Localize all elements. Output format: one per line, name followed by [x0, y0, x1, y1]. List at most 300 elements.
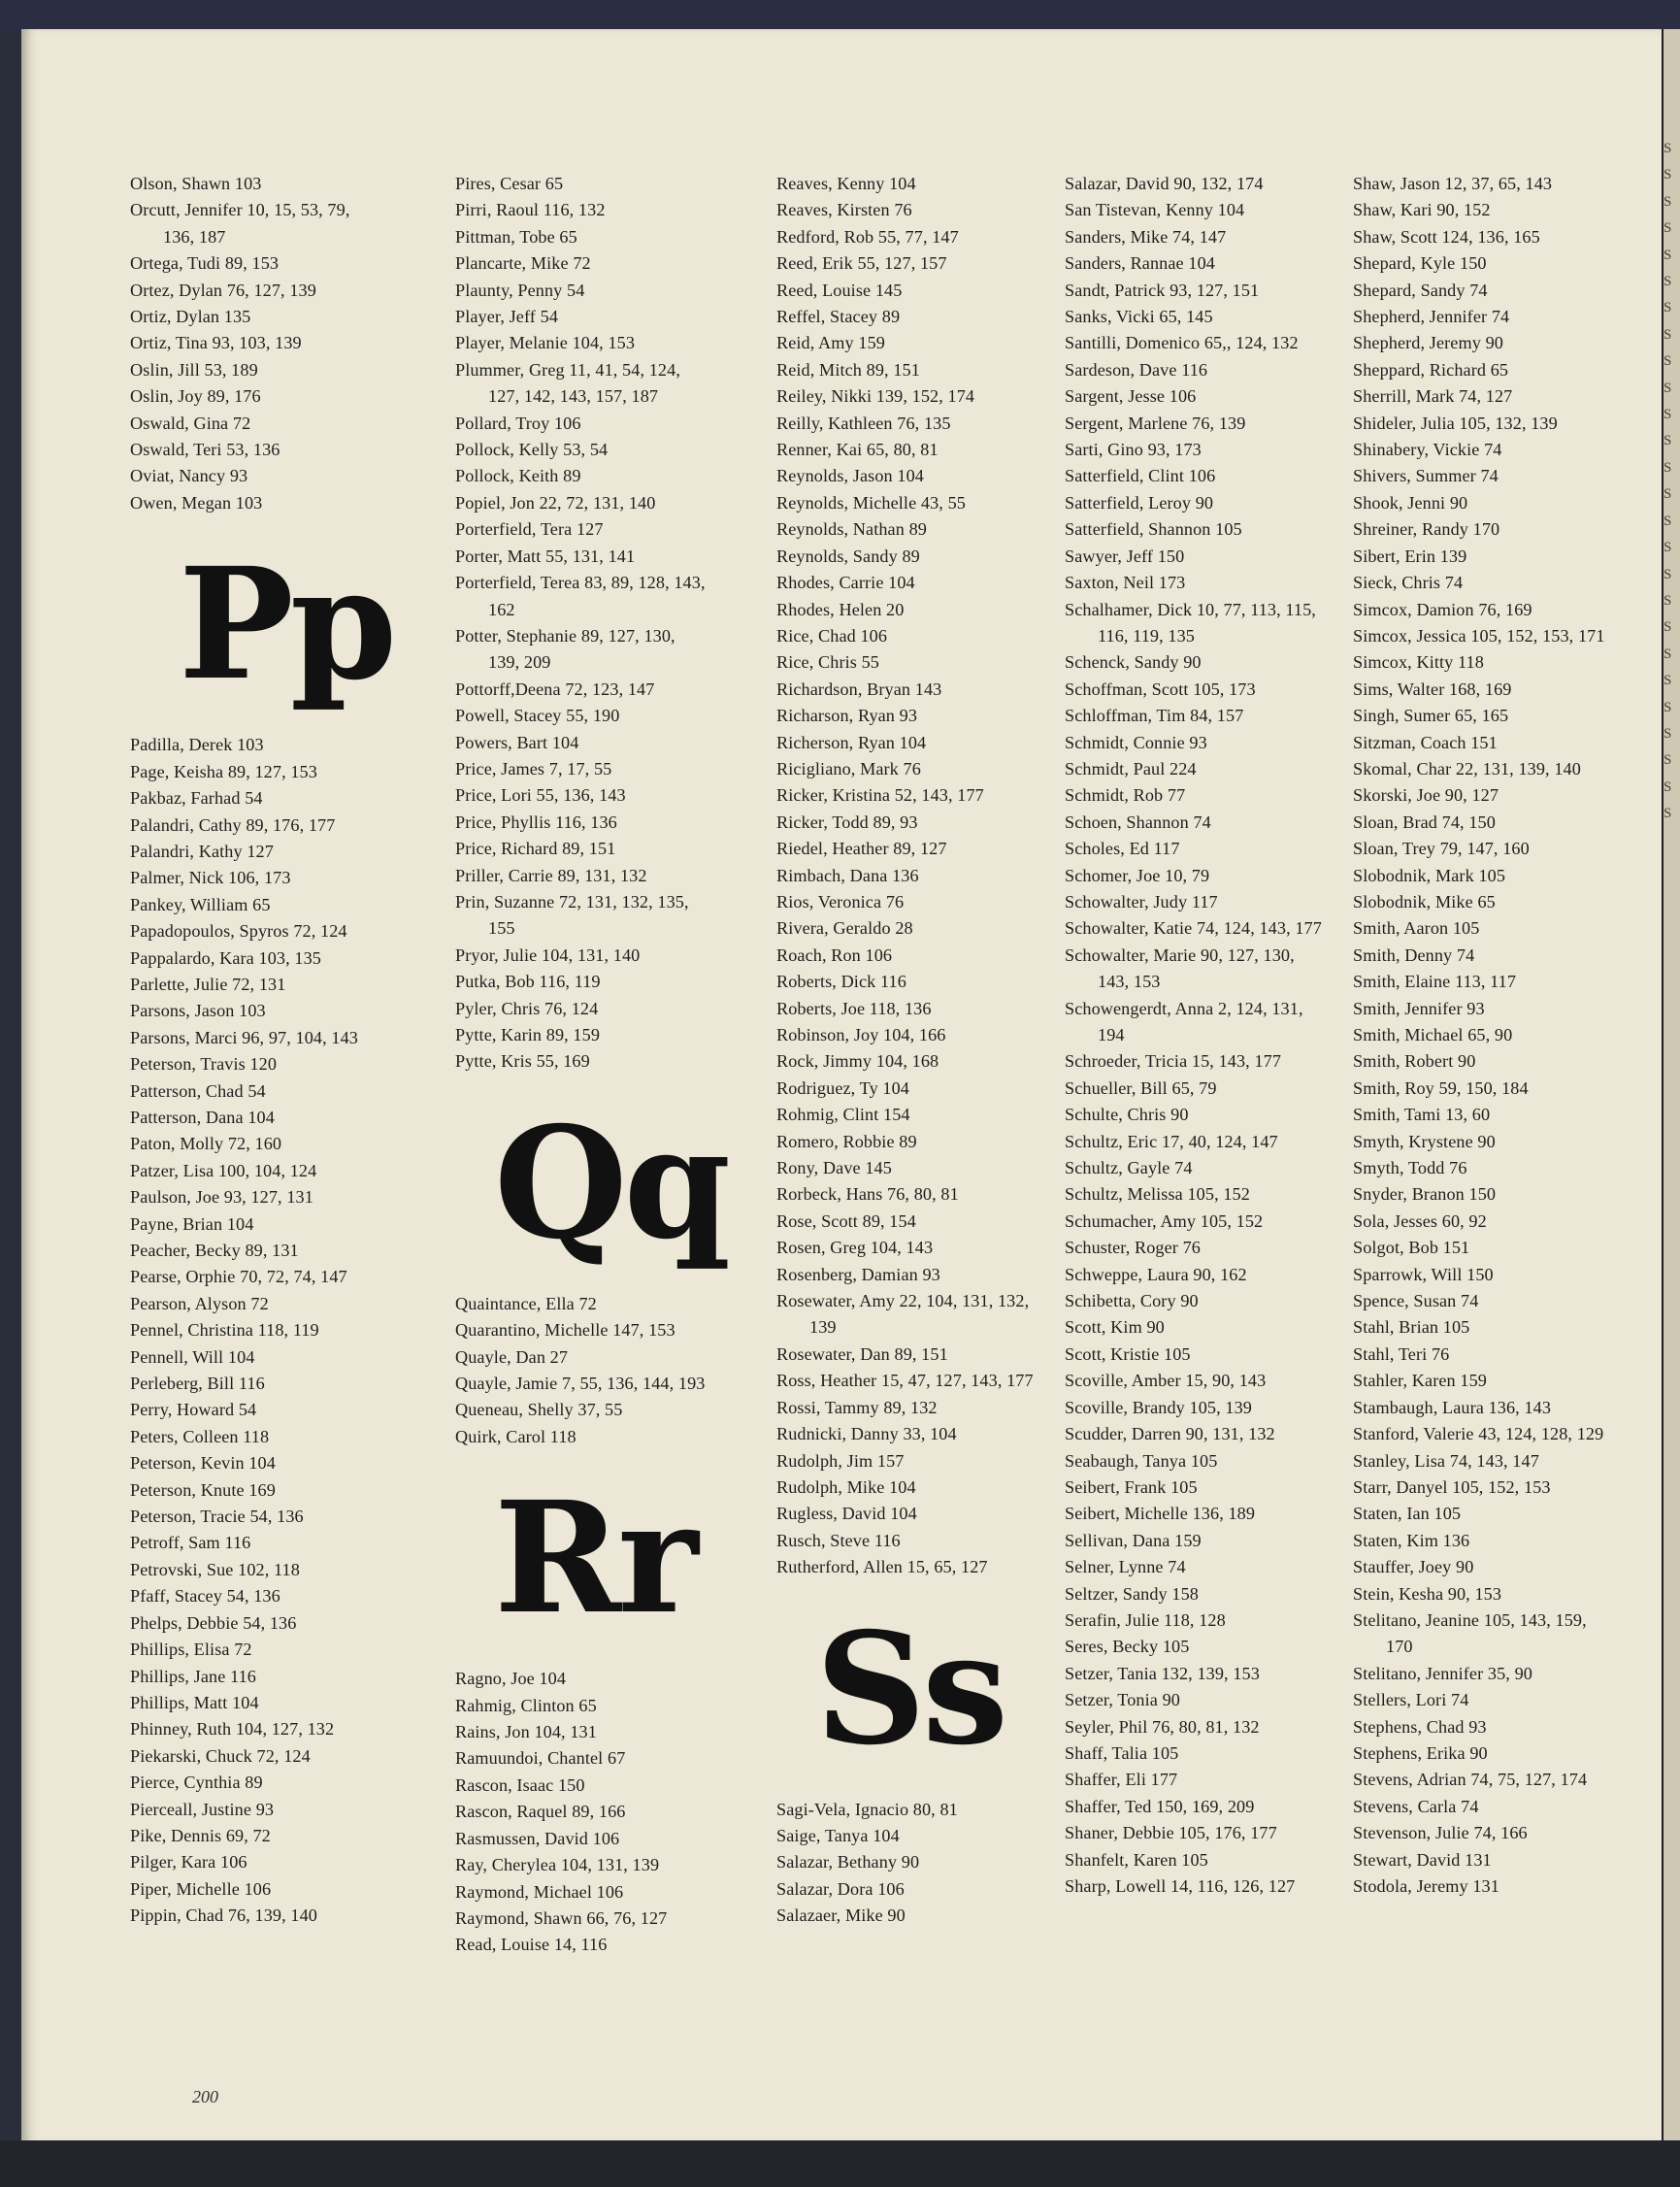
entry-pages: 104	[897, 466, 924, 486]
entry-name: Simcox, Kitty	[1353, 652, 1454, 673]
index-entry	[776, 623, 1068, 649]
section-letter-heading: Pp	[179, 535, 394, 715]
index-entry	[1065, 836, 1356, 862]
index-entry	[1065, 756, 1356, 782]
entry-name: Player, Jeff	[455, 307, 536, 327]
entry-pages: 15, 65, 127	[906, 1557, 988, 1577]
entry-name: Pike, Dennis	[130, 1825, 222, 1845]
index-entry	[1353, 1714, 1644, 1740]
entry-name: Sloan, Trey	[1353, 839, 1435, 859]
entry-pages: 74, 143, 147	[1449, 1450, 1539, 1471]
entry-name: Olson, Shawn	[130, 174, 231, 193]
index-entry	[1065, 171, 1356, 197]
entry-pages: 65, 80, 81	[866, 440, 939, 460]
entry-pages: 14, 116, 126, 127	[1170, 1876, 1296, 1896]
entry-pages: 74	[1491, 307, 1510, 327]
index-entry	[776, 889, 1068, 915]
entry-name: Price, Phyllis	[455, 812, 551, 832]
index-entry	[776, 224, 1068, 250]
entry-pages: 124, 136, 165	[1441, 226, 1540, 247]
entry-pages: 104, 131	[534, 1722, 597, 1742]
entry-pages: 89	[902, 546, 920, 566]
index-entry	[1065, 1661, 1356, 1687]
index-entry	[1065, 1076, 1356, 1102]
index-entry	[776, 330, 1068, 356]
entry-pages: 74	[1456, 944, 1475, 965]
index-entry	[776, 1823, 1068, 1849]
entry-pages: 54	[245, 788, 263, 809]
entry-name: Singh, Sumer	[1353, 706, 1451, 726]
index-entry	[776, 357, 1068, 383]
edge-letter: S	[1664, 353, 1672, 370]
entry-name: Reynolds, Sandy	[776, 546, 898, 566]
entry-pages: 90	[1180, 1291, 1199, 1311]
entry-name: Salazar, Dora	[776, 1878, 873, 1899]
entry-pages: 131	[1472, 1876, 1499, 1896]
entry-name: Smith, Tami	[1353, 1105, 1441, 1125]
entry-name: Oslin, Joy	[130, 386, 203, 407]
entry-name: Priller, Carrie	[455, 865, 553, 885]
index-entry	[1065, 224, 1356, 250]
entry-pages: 65,, 124, 132	[1203, 333, 1299, 353]
entry-name: Stambaugh, Laura	[1353, 1397, 1484, 1417]
index-entry	[1353, 357, 1644, 383]
entry-name: Quirk, Carol	[455, 1426, 546, 1446]
entry-pages: 90	[1469, 1742, 1488, 1763]
entry-pages: 2, 124, 131,	[1218, 998, 1303, 1018]
edge-letter: S	[1664, 566, 1672, 582]
entry-pages: 103	[235, 492, 263, 513]
entry-pages: 43, 124, 128, 129	[1478, 1424, 1604, 1444]
entry-name: Ray, Cherylea	[455, 1855, 557, 1875]
index-entry	[455, 278, 746, 304]
entry-name: Plummer, Greg	[455, 359, 565, 380]
index-entry	[1065, 357, 1356, 383]
entry-pages: 66, 76, 127	[586, 1907, 668, 1928]
entry-name: Spence, Susan	[1353, 1291, 1457, 1311]
scan-bottom-border	[0, 2140, 1680, 2187]
entry-name: Phillips, Elisa	[130, 1640, 230, 1660]
index-entry	[130, 1344, 421, 1371]
index-entry	[1353, 1235, 1644, 1261]
index-entry	[1065, 1262, 1356, 1288]
index-entry	[1065, 1794, 1356, 1820]
edge-letter: S	[1664, 540, 1672, 556]
entry-pages: 90, 162	[1193, 1264, 1247, 1284]
entry-name: Salazar, David	[1065, 174, 1169, 193]
entry-pages: 74	[1193, 812, 1211, 832]
index-entry	[776, 1262, 1068, 1288]
entry-name: Smith, Elaine	[1353, 972, 1451, 992]
index-entry	[130, 1664, 421, 1690]
entry-name: Shivers, Summer	[1353, 466, 1476, 486]
entry-name: Schowalter, Marie	[1065, 944, 1197, 965]
index-entry	[776, 915, 1068, 942]
entry-name: Shepard, Kyle	[1353, 253, 1456, 274]
entry-name: Salazar, Bethany	[776, 1852, 898, 1872]
entry-pages-continued: 194	[1098, 1025, 1125, 1044]
entry-pages: 90	[1170, 1105, 1189, 1125]
index-entry	[1065, 1102, 1356, 1128]
entry-pages: 90, 132, 174	[1173, 174, 1264, 193]
index-entry	[130, 1770, 421, 1796]
entry-name: Piekarski, Chuck	[130, 1745, 252, 1766]
index-entry	[1065, 730, 1356, 756]
entry-pages: 89, 151	[894, 1343, 948, 1364]
entry-pages: 90, 127	[1444, 785, 1499, 806]
index-entry	[776, 597, 1068, 623]
entry-name: Selner, Lynne	[1065, 1557, 1164, 1577]
entry-pages: 89, 131	[245, 1241, 299, 1260]
entry-pages: 127	[576, 519, 604, 540]
entry-name: Pollock, Kelly	[455, 440, 559, 460]
entry-pages: 65	[1490, 359, 1509, 380]
entry-name: Ross, Heather	[776, 1371, 877, 1391]
index-entry	[1353, 889, 1644, 915]
entry-pages: 55, 131, 141	[545, 546, 636, 566]
entry-pages: 106	[1169, 386, 1197, 407]
index-entry	[130, 759, 421, 785]
index-entry	[1353, 730, 1644, 756]
entry-name: Price, Lori	[455, 785, 532, 806]
entry-pages: 93, 127, 131	[223, 1187, 313, 1208]
index-entry	[130, 972, 421, 998]
entry-name: Quaintance, Ella	[455, 1293, 575, 1313]
scan-top-border	[0, 0, 1680, 31]
entry-name: Sharp, Lowell	[1065, 1876, 1167, 1896]
entry-pages: 76, 135	[897, 413, 951, 433]
section-letter-heading: Rr	[494, 1469, 695, 1649]
index-entry	[1065, 544, 1356, 570]
entry-pages: 118, 128	[1164, 1609, 1226, 1630]
entry-pages: 60, 92	[1441, 1210, 1487, 1231]
index-entry	[776, 782, 1068, 809]
entry-name: Staten, Kim	[1353, 1530, 1438, 1550]
entry-pages: 89, 132	[883, 1397, 938, 1417]
entry-pages: 33, 104	[903, 1424, 957, 1444]
entry-name: Starr, Danyel	[1353, 1476, 1448, 1497]
index-entry	[1065, 1714, 1356, 1740]
entry-pages: 90, 152	[1436, 200, 1491, 220]
index-entry	[455, 171, 746, 197]
index-entry	[1353, 810, 1644, 836]
index-entry	[776, 516, 1068, 543]
index-entry	[130, 1211, 421, 1238]
entry-name: Pytte, Karin	[455, 1025, 543, 1044]
index-entry	[130, 411, 421, 437]
entry-name: Sparrowk, Will	[1353, 1264, 1463, 1284]
index-entry	[455, 544, 746, 570]
index-entry	[1065, 863, 1356, 889]
entry-pages: 89, 127, 153	[227, 761, 317, 781]
index-entry	[776, 490, 1068, 516]
index-entry	[776, 1342, 1068, 1368]
entry-name: Schulte, Chris	[1065, 1105, 1167, 1125]
index-entry	[776, 1102, 1068, 1128]
entry-name: Sanks, Vicki	[1065, 307, 1155, 327]
entry-pages: 74	[1484, 440, 1502, 460]
entry-name: Stevenson, Julie	[1353, 1823, 1469, 1843]
entry-name: Phelps, Debbie	[130, 1612, 239, 1633]
entry-name: Pyler, Chris	[455, 998, 541, 1018]
entry-name: Perry, Howard	[130, 1400, 235, 1420]
index-entry	[455, 1879, 746, 1905]
index-entry	[1065, 1581, 1356, 1607]
entry-name: Schowalter, Judy	[1065, 891, 1188, 911]
entry-name: Saxton, Neil	[1065, 573, 1155, 593]
index-entry	[776, 677, 1068, 703]
entry-pages: 139, 152, 174	[875, 386, 975, 407]
entry-pages: 104	[539, 1669, 567, 1689]
entry-pages: 67	[608, 1748, 626, 1769]
entry-pages: 74, 75, 127, 174	[1470, 1770, 1588, 1790]
entry-pages: 54	[238, 1400, 257, 1420]
entry-pages: 7, 55, 136, 144, 193	[562, 1374, 706, 1394]
entry-pages: 104, 131, 140	[542, 944, 641, 965]
entry-pages: 100, 104, 124	[217, 1160, 317, 1180]
entry-pages: 104, 131, 139	[560, 1855, 660, 1875]
index-entry	[455, 677, 746, 703]
entry-name: Rohmig, Clint	[776, 1105, 879, 1125]
entry-name: Sibert, Erin	[1353, 546, 1436, 566]
entry-pages: 89	[245, 1773, 263, 1793]
entry-name: Read, Louise	[455, 1935, 550, 1955]
index-column-3	[776, 171, 1068, 1930]
entry-pages: 74, 150	[1441, 812, 1496, 832]
entry-pages-continued: 143, 153	[1098, 972, 1161, 992]
entry-pages: 89, 131, 132	[557, 865, 647, 885]
entry-name: Seltzer, Sandy	[1065, 1583, 1168, 1604]
entry-pages: 90	[1458, 1051, 1476, 1072]
entry-pages: 151	[1442, 1238, 1470, 1258]
entry-name: Schultz, Eric	[1065, 1131, 1158, 1151]
entry-pages: 96, 97, 104, 143	[242, 1027, 358, 1047]
entry-pages: 22, 72, 131, 140	[539, 492, 656, 513]
index-entry	[1065, 304, 1356, 330]
entry-name: Sola, Jesses	[1353, 1210, 1438, 1231]
edge-letter: S	[1664, 486, 1672, 503]
index-entry	[1065, 1528, 1356, 1554]
entry-pages: 28	[895, 918, 913, 939]
entry-name: Rains, Jon	[455, 1722, 530, 1742]
entry-pages: 147, 153	[612, 1320, 675, 1341]
index-entry	[455, 1905, 746, 1932]
index-entry	[130, 463, 421, 489]
entry-name: Peacher, Becky	[130, 1241, 241, 1260]
entry-pages: 116	[873, 1530, 901, 1550]
entry-name: Rugless, David	[776, 1504, 886, 1524]
index-entry	[776, 1048, 1068, 1075]
index-entry	[776, 996, 1068, 1022]
index-entry	[776, 544, 1068, 570]
index-entry	[1353, 703, 1644, 729]
entry-pages: 76, 80, 81	[887, 1184, 959, 1205]
index-entry	[130, 945, 421, 972]
entry-pages: 89	[908, 519, 927, 540]
entry-pages: 106	[877, 1878, 905, 1899]
entry-name: Ricigliano, Mark	[776, 758, 899, 779]
entry-name: Plancarte, Mike	[455, 253, 569, 274]
entry-pages: 72, 124	[293, 921, 347, 942]
index-entry	[1353, 411, 1644, 437]
entry-pages: 103	[239, 1001, 266, 1021]
entry-pages: 76, 139, 140	[227, 1905, 317, 1926]
entry-name: Pearson, Alyson	[130, 1293, 247, 1313]
entry-pages: 104, 166	[883, 1025, 946, 1044]
entry-name: Orcutt, Jennifer	[130, 200, 243, 220]
entry-name: Player, Melanie	[455, 333, 568, 353]
index-entry	[130, 1690, 421, 1716]
entry-pages: 70, 72, 74, 147	[240, 1267, 347, 1287]
entry-name: Simcox, Damion	[1353, 599, 1474, 619]
index-entry	[455, 1666, 746, 1692]
entry-name: Schuster, Roger	[1065, 1238, 1178, 1258]
index-entry	[776, 1181, 1068, 1208]
entry-pages: 84, 157	[1190, 706, 1244, 726]
entry-name: Shinabery, Vickie	[1353, 440, 1480, 460]
index-entry	[130, 1583, 421, 1609]
entry-name: Rivera, Geraldo	[776, 918, 891, 939]
entry-pages: 89, 166	[572, 1802, 626, 1822]
index-entry	[1353, 490, 1644, 516]
index-entry	[455, 1719, 746, 1745]
index-entry	[1065, 1475, 1356, 1501]
entry-pages: 143	[914, 679, 942, 699]
index-entry	[1065, 1288, 1356, 1314]
index-entry	[776, 1448, 1068, 1475]
entry-pages: 72	[234, 1640, 252, 1660]
index-entry	[1353, 1873, 1644, 1900]
entry-name: Paton, Molly	[130, 1134, 224, 1154]
edge-letter: S	[1664, 167, 1672, 183]
index-entry	[455, 411, 746, 437]
index-entry	[1353, 1421, 1644, 1447]
index-entry	[130, 437, 421, 463]
index-entry	[455, 304, 746, 330]
entry-name: Smith, Jennifer	[1353, 998, 1463, 1018]
edge-letter: S	[1664, 646, 1672, 662]
entry-pages: 105	[1442, 1317, 1470, 1338]
entry-pages: 10, 79	[1165, 865, 1210, 885]
entry-pages: 54, 136	[249, 1507, 304, 1527]
entry-name: Roberts, Joe	[776, 998, 866, 1018]
index-entry	[776, 703, 1068, 729]
entry-pages: 65	[578, 1695, 597, 1715]
entry-pages: 120	[249, 1054, 278, 1075]
entry-name: Porterfield, Tera	[455, 519, 573, 540]
index-entry	[130, 1849, 421, 1875]
entry-name: Rosewater, Dan	[776, 1343, 890, 1364]
entry-pages: 224	[1169, 758, 1197, 779]
entry-name: Stellers, Lori	[1353, 1690, 1447, 1710]
entry-pages: 90, 153	[1447, 1583, 1502, 1604]
entry-pages: 65	[544, 174, 564, 193]
index-entry	[776, 1554, 1068, 1580]
index-entry	[130, 1025, 421, 1051]
entry-name: Rose, Scott	[776, 1210, 858, 1231]
entry-name: Seibert, Michelle	[1065, 1504, 1188, 1524]
entry-name: Smith, Robert	[1353, 1051, 1454, 1072]
entry-pages: 118	[1458, 652, 1484, 673]
entry-name: Rudolph, Mike	[776, 1476, 885, 1497]
entry-pages: 89, 176	[207, 386, 261, 407]
index-entry	[1065, 1155, 1356, 1181]
edge-letter: S	[1664, 274, 1672, 290]
entry-name: Shepherd, Jennifer	[1353, 307, 1488, 327]
index-entry	[455, 703, 746, 729]
entry-name: Rimbach, Dana	[776, 865, 888, 885]
entry-name: Schmidt, Paul	[1065, 758, 1166, 779]
edge-letter: S	[1664, 220, 1672, 237]
entry-pages: 77	[1167, 785, 1186, 806]
entry-pages: 177	[1150, 1770, 1178, 1790]
entry-name: Reffel, Stacey	[776, 307, 878, 327]
index-entry	[130, 839, 421, 865]
index-entry	[1353, 383, 1644, 410]
index-page	[21, 29, 1671, 2145]
index-entry	[130, 1264, 421, 1290]
entry-name: Pierceall, Justine	[130, 1799, 252, 1819]
entry-pages: 159	[1460, 1371, 1487, 1391]
entry-pages: 105, 176, 177	[1178, 1823, 1277, 1843]
index-entry	[1353, 1102, 1644, 1128]
entry-pages: 106	[220, 1852, 247, 1872]
index-entry	[130, 1450, 421, 1476]
entry-pages: 93	[922, 1264, 940, 1284]
edge-letter: S	[1664, 619, 1672, 636]
entry-pages: 170	[1472, 519, 1500, 540]
entry-pages: 74	[1461, 1291, 1479, 1311]
index-entry	[776, 1155, 1068, 1181]
index-entry	[776, 1129, 1068, 1155]
entry-name: Reynolds, Jason	[776, 466, 893, 486]
entry-pages: 135	[223, 307, 251, 327]
index-entry	[776, 383, 1068, 410]
entry-name: Saige, Tanya	[776, 1825, 869, 1845]
index-entry	[455, 810, 746, 836]
entry-pages: 20	[886, 599, 905, 619]
entry-name: Schalhamer, Dick	[1065, 599, 1193, 619]
index-entry	[130, 1371, 421, 1397]
entry-name: Reynolds, Nathan	[776, 519, 905, 540]
entry-pages: 105, 152	[1187, 1184, 1250, 1205]
entry-pages: 74, 127	[1459, 386, 1513, 407]
entry-name: Stauffer, Joey	[1353, 1557, 1452, 1577]
entry-name: Schowalter, Katie	[1065, 918, 1193, 939]
index-entry	[776, 943, 1068, 969]
entry-name: Ortiz, Tina	[130, 333, 208, 353]
entry-pages: 15, 47, 127, 143, 177	[881, 1371, 1034, 1391]
entry-name: Reynolds, Michelle	[776, 492, 917, 513]
entry-pages: 145	[874, 280, 903, 300]
entry-pages: 89, 127, 130,	[580, 625, 675, 646]
index-entry	[776, 1235, 1068, 1261]
index-entry	[1353, 1022, 1644, 1048]
index-entry	[130, 1823, 421, 1849]
index-entry	[776, 649, 1068, 676]
entry-pages: 72	[573, 253, 591, 274]
entry-name: Ricker, Todd	[776, 812, 869, 832]
entry-pages: 72, 131	[232, 974, 286, 994]
entry-name: Prin, Suzanne	[455, 891, 555, 911]
entry-pages: 89, 127	[893, 839, 947, 859]
entry-name: Robinson, Joy	[776, 1025, 879, 1044]
entry-pages: 72	[250, 1293, 269, 1313]
index-entry	[1353, 171, 1644, 197]
entry-name: Scholes, Ed	[1065, 839, 1149, 859]
entry-name: Stahl, Brian	[1353, 1317, 1439, 1338]
entry-name: Scoville, Amber	[1065, 1371, 1181, 1391]
